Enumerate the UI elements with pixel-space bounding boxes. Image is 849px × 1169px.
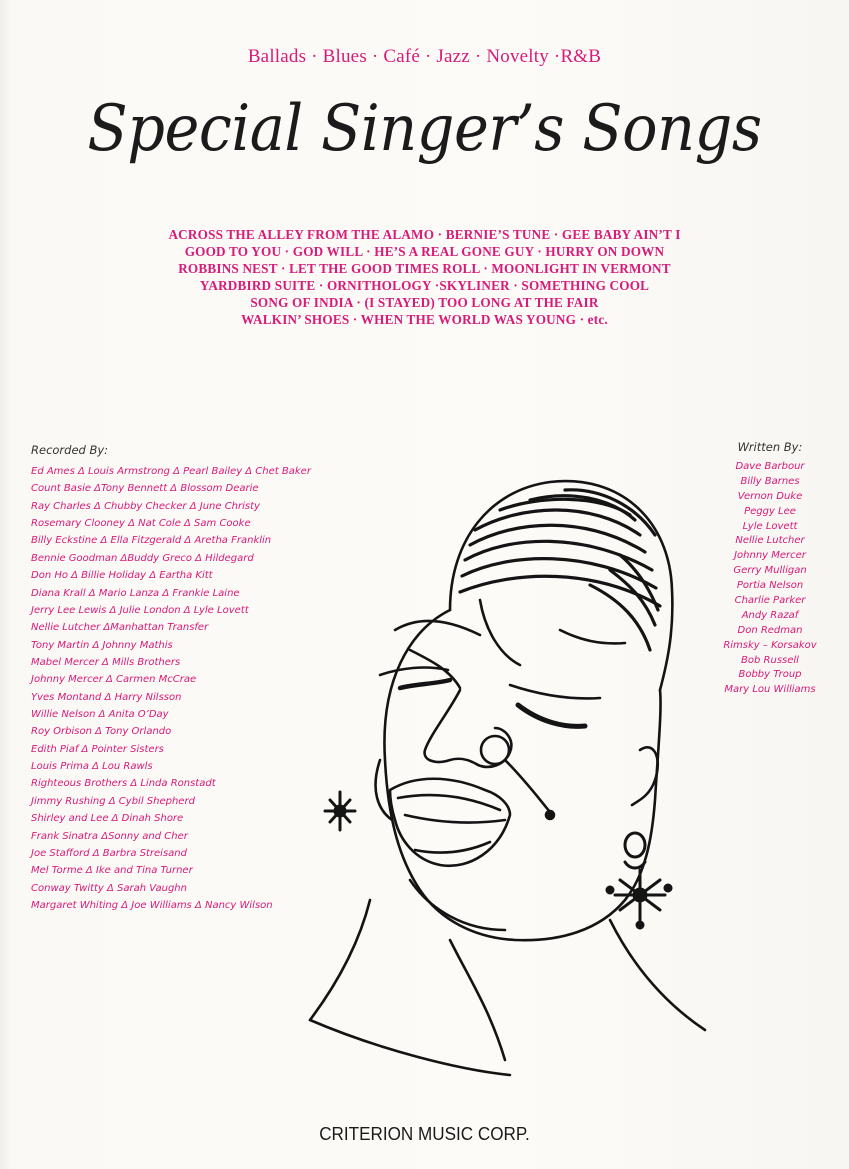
right-eye bbox=[518, 705, 585, 726]
artist-line: Diana Krall Δ Mario Lanza Δ Frankie Laine bbox=[31, 587, 240, 599]
artist-line: Tony Martin Δ Johnny Mathis bbox=[31, 639, 173, 651]
songwriter-name: Rimsky – Korsakov bbox=[723, 639, 817, 651]
artist-line: Jerry Lee Lewis Δ Julie London Δ Lyle Lovett bbox=[31, 604, 249, 616]
artist-line: Frank Sinatra ΔSonny and Cher bbox=[31, 830, 188, 842]
genres-line: Ballads · Blues · Café · Jazz · Novelty ·R&B bbox=[247, 46, 602, 67]
artist-line: Billy Eckstine Δ Ella Fitzgerald Δ Aretha Franklin bbox=[31, 535, 272, 547]
artist-line: Edith Piaf Δ Pointer Sisters bbox=[31, 743, 164, 755]
song-list-line: WALKIN’ SHOES · WHEN THE WORLD WAS YOUNG · etc. bbox=[241, 312, 608, 327]
artist-line: Righteous Brothers Δ Linda Ronstadt bbox=[31, 778, 216, 790]
songwriter-name: Dave Barbour bbox=[735, 461, 805, 472]
songwriter-name: Portia Nelson bbox=[736, 580, 804, 592]
artist-line: Don Ho Δ Billie Holiday Δ Eartha Kitt bbox=[31, 570, 213, 582]
song-list-line: SONG OF INDIA · (I STAYED) TOO LONG AT THE FAIR bbox=[250, 295, 599, 310]
artist-line: Roy Orbison Δ Tony Orlando bbox=[31, 726, 172, 738]
artist-line: Nellie Lutcher ΔManhattan Transfer bbox=[31, 622, 209, 634]
songwriter-name: Lyle Lovett bbox=[742, 520, 798, 532]
neck bbox=[310, 900, 370, 1020]
song-list-line: YARDBIRD SUITE · ORNITHOLOGY ·SKYLINER · SOMETHING COOL bbox=[199, 278, 650, 293]
artist-line: Conway Twitty Δ Sarah Vaughn bbox=[31, 882, 187, 894]
songwriter-name: Peggy Lee bbox=[744, 505, 796, 517]
artist-line: Johnny Mercer Δ Carmen McCrae bbox=[31, 674, 197, 686]
written-by-heading: Written By: bbox=[737, 440, 803, 454]
songwriter-name: Bob Russell bbox=[741, 654, 799, 666]
artist-line: Ray Charles Δ Chubby Checker Δ June Christy bbox=[31, 500, 260, 512]
book-title: Special Singer’s Songs bbox=[87, 92, 762, 166]
artist-line: Willie Nelson Δ Anita O’Day bbox=[31, 709, 169, 721]
hair-strokes bbox=[460, 490, 660, 650]
songwriter-name: Nellie Lutcher bbox=[735, 535, 805, 547]
nose bbox=[425, 690, 512, 767]
artist-line: Rosemary Clooney Δ Nat Cole Δ Sam Cooke bbox=[31, 518, 251, 530]
song-list-line: GOOD TO YOU · GOD WILL · HE’S A REAL GONE GUY · HURRY ON DOWN bbox=[184, 244, 665, 259]
songwriter-name: Mary Lou Williams bbox=[724, 684, 816, 696]
artist-line: Count Basie ΔTony Bennett Δ Blossom Dearie bbox=[31, 483, 259, 495]
left-earring bbox=[325, 792, 355, 830]
songwriter-name: Johnny Mercer bbox=[734, 550, 806, 562]
teeth bbox=[398, 795, 500, 810]
artist-line: Joe Stafford Δ Barbra Streisand bbox=[31, 847, 187, 859]
songwriter-name: Charlie Parker bbox=[734, 595, 806, 607]
song-list bbox=[100, 226, 749, 328]
songwriter-name: Don Redman bbox=[737, 624, 803, 636]
song-list-line: ROBBINS NEST · LET THE GOOD TIMES ROLL · MOONLIGHT IN VERMONT bbox=[178, 261, 671, 276]
written-by-section bbox=[700, 440, 840, 698]
artist-line: Louis Prima Δ Lou Rawls bbox=[31, 761, 153, 773]
left-eye bbox=[400, 680, 450, 688]
publisher-name: CRITERION MUSIC CORP. bbox=[319, 1124, 530, 1144]
artist-line: Jimmy Rushing Δ Cybil Shepherd bbox=[31, 795, 195, 807]
songwriter-name: Bobby Troup bbox=[738, 669, 802, 681]
songwriter-name: Billy Barnes bbox=[740, 475, 800, 487]
right-earring bbox=[607, 833, 671, 928]
artist-line: Ed Ames Δ Louis Armstrong Δ Pearl Bailey Δ Chet Baker bbox=[31, 466, 311, 477]
song-list-line: ACROSS THE ALLEY FROM THE ALAMO · BERNIE’S TUNE · GEE BABY AIN’T I bbox=[168, 227, 681, 242]
artist-line: Mel Torme Δ Ike and Tina Turner bbox=[31, 865, 193, 877]
artist-line: Bennie Goodman ΔBuddy Greco Δ Hildegard bbox=[31, 552, 254, 564]
artist-line: Margaret Whiting Δ Joe Williams Δ Nancy Wilson bbox=[31, 899, 273, 911]
songwriter-name: Vernon Duke bbox=[737, 490, 803, 502]
songwriter-name: Andy Razaf bbox=[741, 609, 799, 621]
artist-line: Yves Montand Δ Harry Nilsson bbox=[31, 691, 182, 703]
songwriter-name: Gerry Mulligan bbox=[733, 565, 807, 577]
artist-line: Shirley and Lee Δ Dinah Shore bbox=[31, 813, 184, 825]
singer-illustration bbox=[300, 460, 740, 1090]
artist-line: Mabel Mercer Δ Mills Brothers bbox=[31, 656, 181, 668]
recorded-by-heading: Recorded By: bbox=[31, 443, 109, 457]
